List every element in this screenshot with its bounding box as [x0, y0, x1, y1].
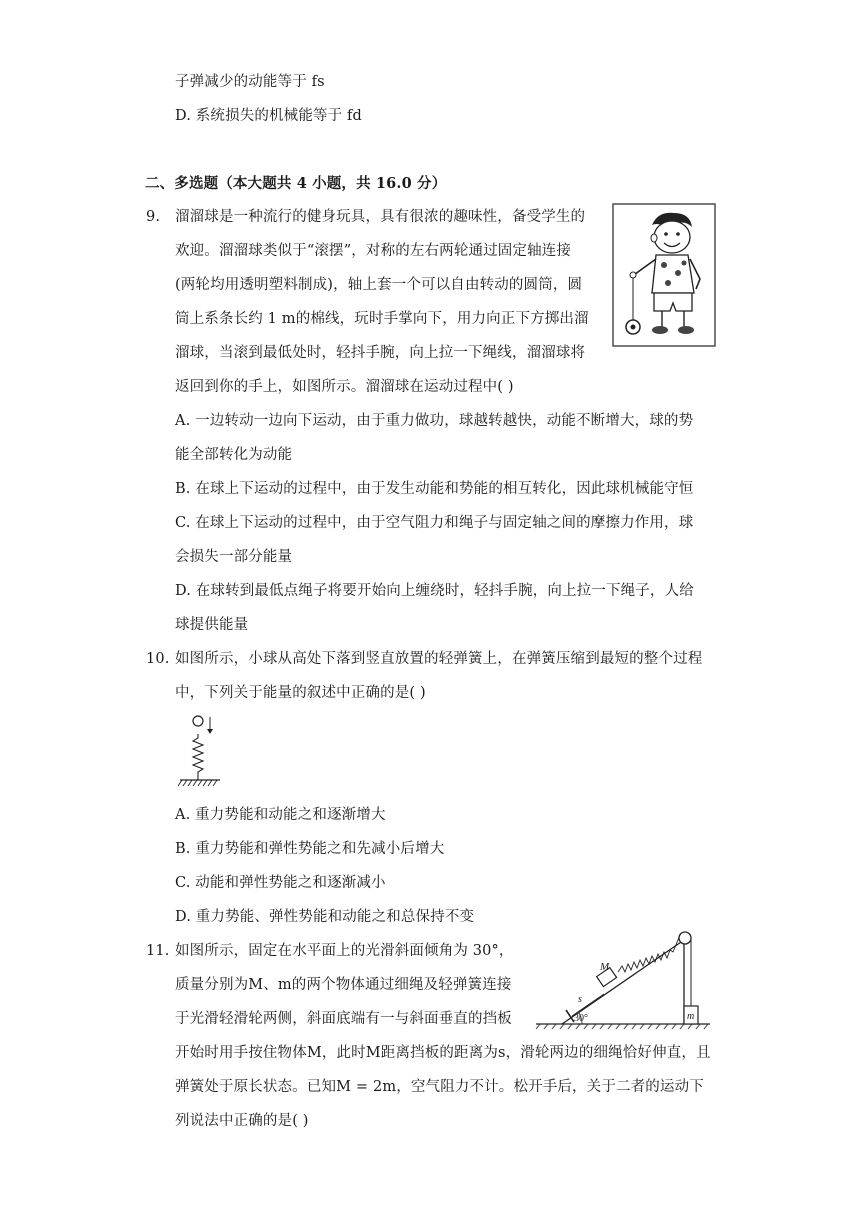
q11-line-2: 质量分别为M、m的两个物体通过细绳及轻弹簧连接: [175, 977, 512, 993]
q10-option-c: C. 动能和弹性势能之和逐渐减小: [175, 875, 386, 891]
q9-option-b: B. 在球上下运动的过程中，由于发生动能和势能的相互转化，因此球机械能守恒: [175, 481, 694, 497]
q9-line-2: 欢迎。溜溜球类似于“滚摆”，对称的左右两轮通过固定轴连接: [175, 243, 572, 259]
q9-option-d: D. 在球转到最低点绳子将要开始向上缠绕时，轻抖手腕，向上拉一下绳子，人给: [175, 583, 694, 599]
prev-option-c-continuation: 子弹减少的动能等于 fs: [175, 74, 325, 90]
q11-number: 11.: [146, 943, 170, 959]
q10-option-d: D. 重力势能、弹性势能和动能之和总保持不变: [175, 909, 475, 925]
spring-ball-figure: [176, 712, 224, 790]
q10-option-a: A. 重力势能和动能之和逐渐增大: [175, 807, 386, 823]
label-m: m: [687, 1011, 695, 1022]
q9-line-3: (两轮均用透明塑料制成)，轴上套一个可以自由转动的圆筒，圆: [175, 277, 583, 293]
section-header: 二、多选题（本大题共 4 小题，共 16.0 分）: [145, 175, 447, 192]
q10-option-b: B. 重力势能和弹性势能之和先减小后增大: [175, 841, 445, 857]
q9-line-5: 溜球，当滚到最低处时，轻抖手腕，向上拉一下绳线，溜溜球将: [175, 345, 586, 361]
q9-line-1: 溜溜球是一种流行的健身玩具，具有很浓的趣味性，备受学生的: [175, 209, 586, 225]
q9-option-a: A. 一边转动一边向下运动，由于重力做功，球越转越快，动能不断增大，球的势: [175, 413, 694, 429]
q11-line-1: 如图所示，固定在水平面上的光滑斜面倾角为 30°，: [175, 943, 514, 959]
q9-number: 9.: [146, 209, 161, 225]
label-M: M: [600, 961, 610, 973]
q9-line-4: 筒上系条长约 1 m的棉线，玩时手掌向下，用力向正下方掷出溜: [175, 311, 589, 327]
q9-option-c-cont: 会损失一部分能量: [175, 549, 293, 565]
label-angle: 30°: [574, 1013, 588, 1024]
prev-option-d: D. 系统损失的机械能等于 fd: [175, 108, 362, 124]
q11-line-5: 弹簧处于原长状态。已知M = 2m，空气阻力不计。松开手后，关于二者的运动下: [175, 1079, 704, 1095]
incline-pulley-figure: [532, 930, 714, 1030]
q9-option-a-cont: 能全部转化为动能: [175, 447, 293, 463]
q9-option-d-cont: 球提供能量: [175, 617, 249, 633]
q9-line-6: 返回到你的手上，如图所示。溜溜球在运动过程中( ): [175, 379, 514, 395]
yoyo-boy-figure: [612, 203, 716, 347]
q11-line-6: 列说法中正确的是( ): [175, 1113, 309, 1129]
q11-line-4: 开始时用手按住物体M，此时M距离挡板的距离为s，滑轮两边的细绳恰好伸直，且: [175, 1045, 711, 1061]
q10-line-2: 中，下列关于能量的叙述中正确的是( ): [175, 685, 426, 701]
q10-number: 10.: [146, 651, 170, 667]
q9-option-c: C. 在球上下运动的过程中，由于空气阻力和绳子与固定轴之间的摩擦力作用，球: [175, 515, 694, 531]
q10-line-1: 如图所示，小球从高处下落到竖直放置的轻弹簧上，在弹簧压缩到最短的整个过程: [175, 651, 703, 667]
label-s: s: [578, 994, 582, 1005]
q11-line-3: 于光滑轻滑轮两侧，斜面底端有一与斜面垂直的挡板: [175, 1011, 512, 1027]
